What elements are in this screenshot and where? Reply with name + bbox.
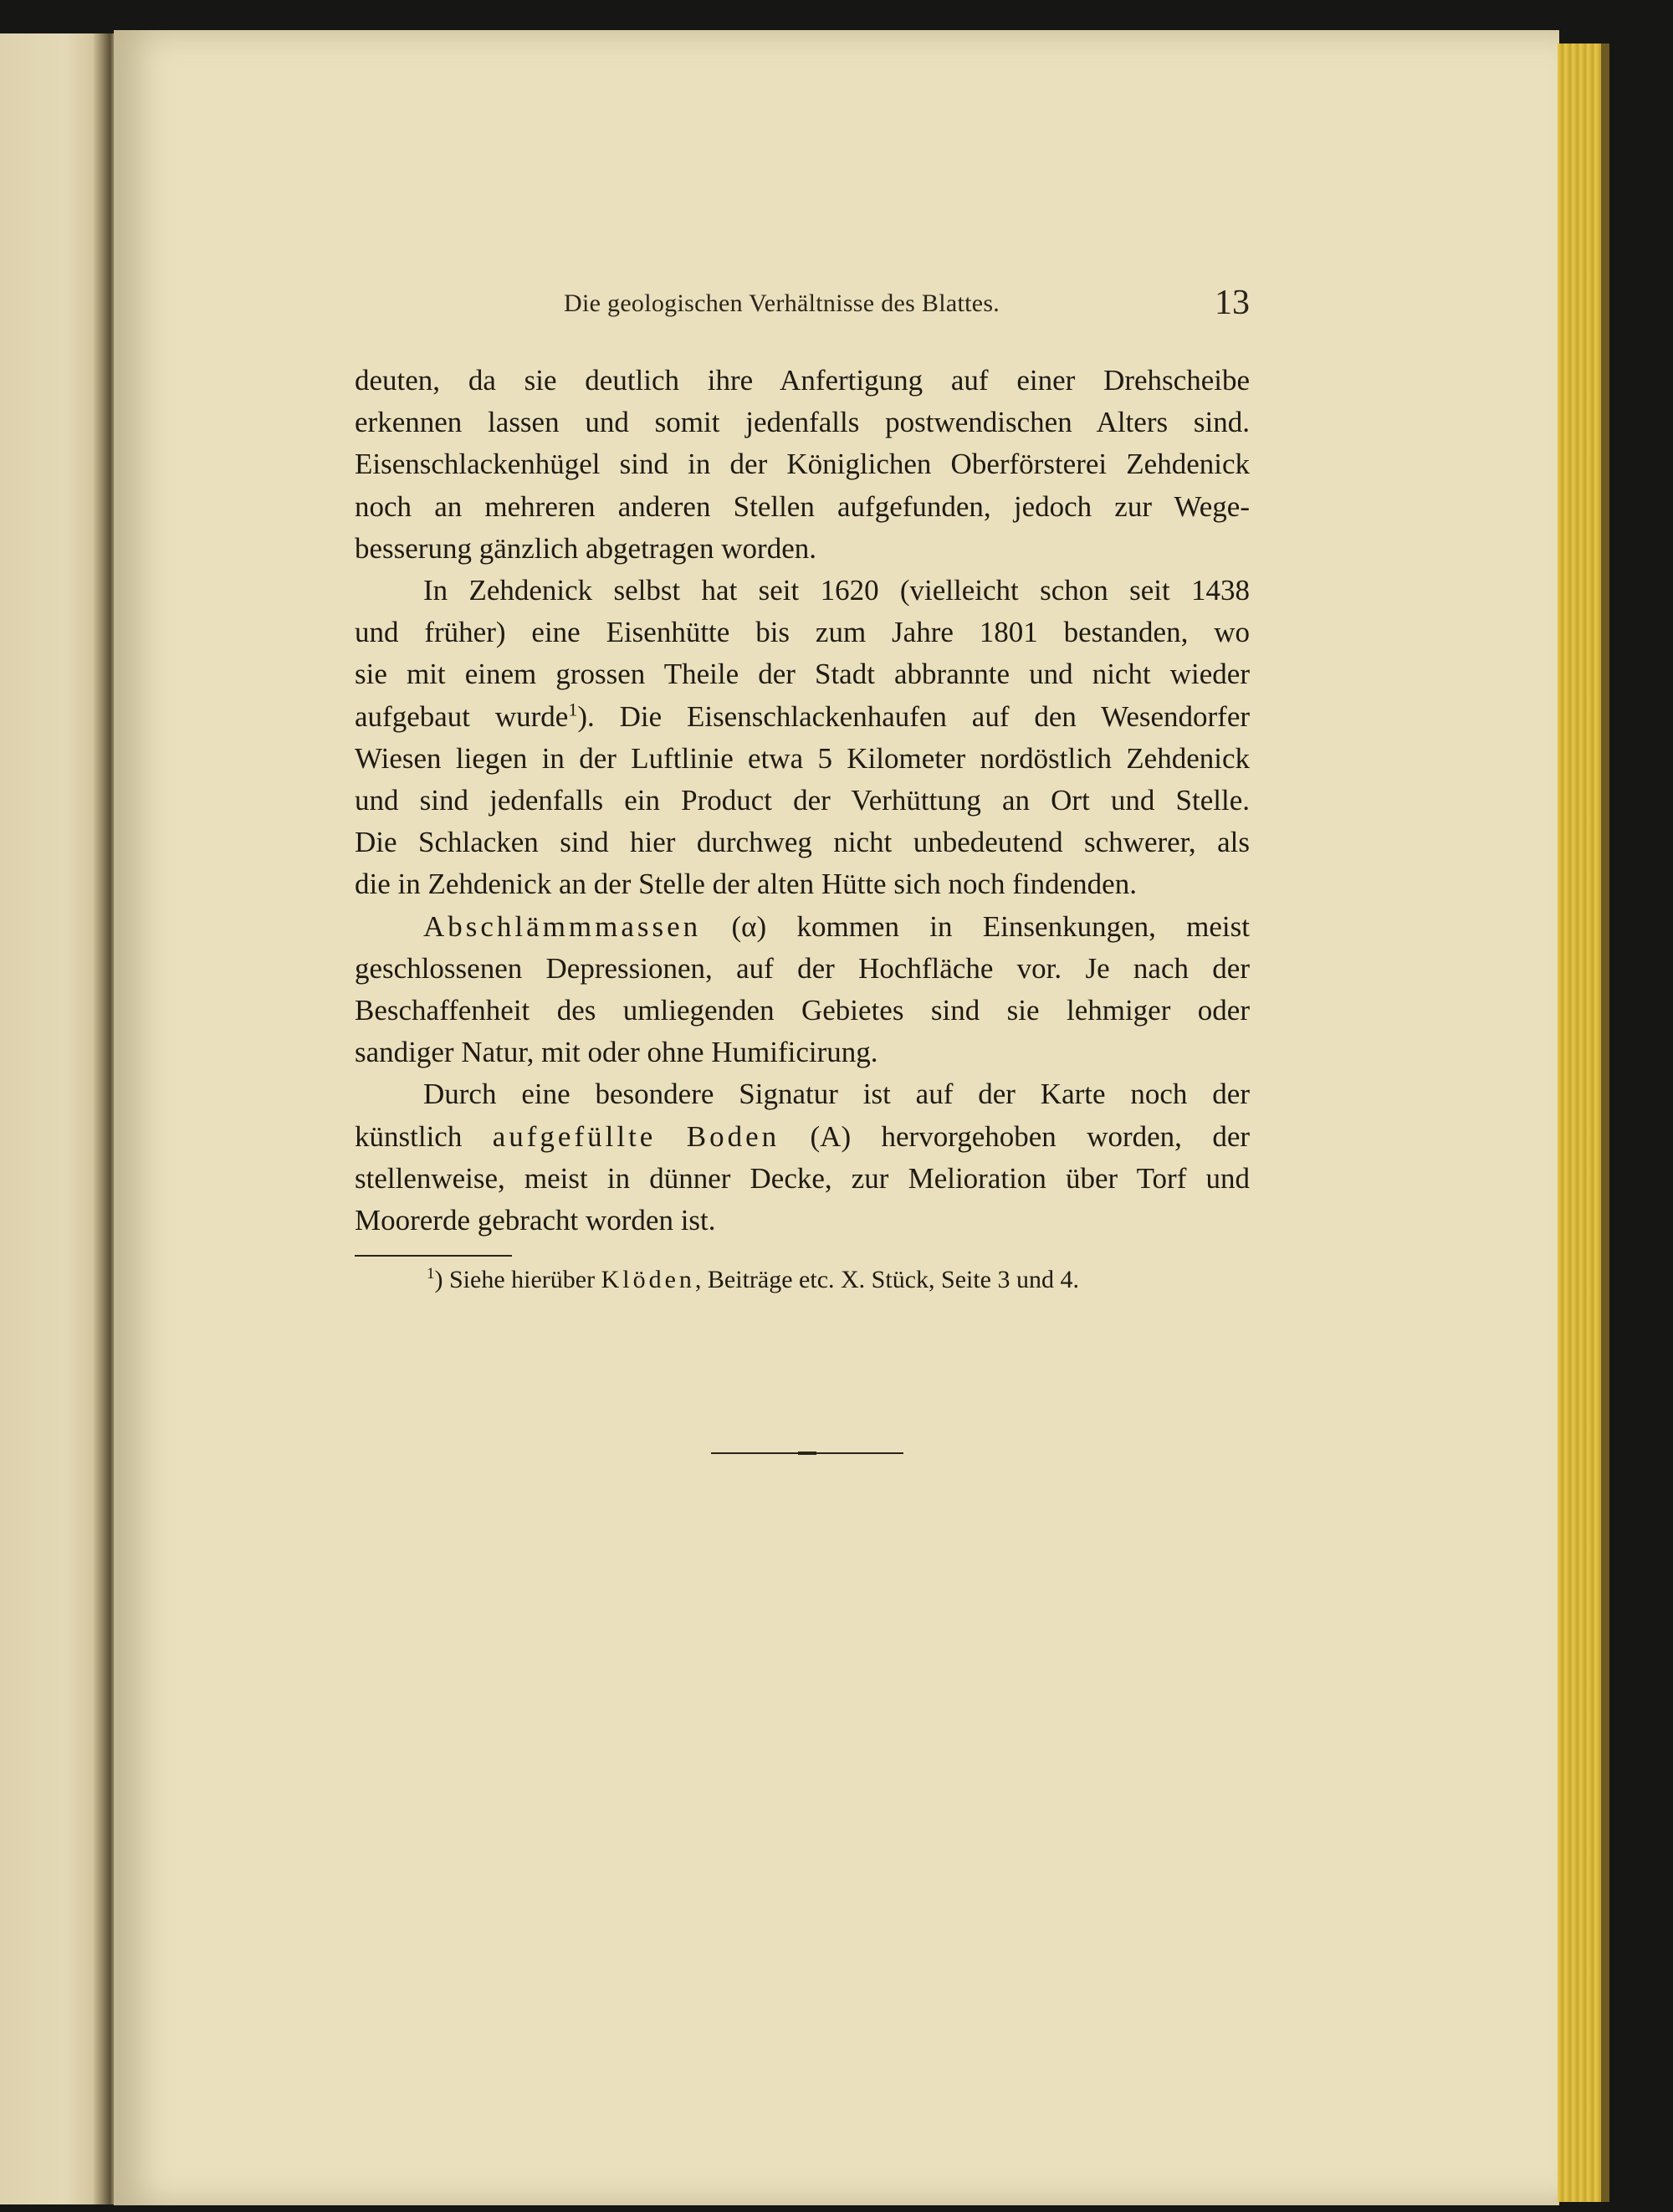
text-line: Die Schlacken sind hier durchweg nicht unbedeutend schwerer, als — [355, 826, 1250, 859]
text-line-with-spaced-term — [355, 1116, 1250, 1158]
text-segment: aufgebaut wurde — [355, 699, 569, 733]
spaced-term: aufgefüllte — [492, 1119, 657, 1153]
paragraph-3 — [355, 906, 1250, 1074]
spaced-term: Abschlämmmassen — [423, 909, 702, 943]
text-line: stellenweise, meist in dünner Decke, zur Melioration über Torf und — [355, 1161, 1250, 1195]
page-header — [355, 284, 1250, 331]
body-text — [355, 360, 1250, 1242]
text-line: die in Zehdenick an der Stelle der alten Hütte sich noch findenden. — [355, 868, 1137, 901]
paragraph-4 — [355, 1073, 1250, 1242]
footnote-marker: 1 — [568, 698, 578, 719]
facing-page-edge — [0, 33, 107, 2204]
text-segment: ). Die Eisenschlackenhaufen auf den Wesendorfer — [577, 699, 1251, 733]
text-segment: (A) hervorgehoben worden, der — [780, 1119, 1251, 1153]
paragraph-2 — [355, 570, 1250, 906]
text-line: In Zehdenick selbst hat seit 1620 (vielleicht schon seit 1438 — [423, 574, 1250, 607]
text-line: Eisenschlackenhügel sind in der Königlichen Oberförsterei Zehdenick — [355, 448, 1250, 481]
footnote-text: ) Siehe hierüber — [434, 1266, 601, 1293]
text-line-with-footnote — [355, 696, 1250, 738]
paragraph-1 — [355, 360, 1250, 570]
book-gutter — [94, 33, 115, 2204]
text-line: und sind jedenfalls ein Product der Verhüttung an Ort und Stelle. — [355, 784, 1250, 817]
text-line: Beschaffenheit des umliegenden Gebietes sind sie lehmiger oder — [355, 994, 1250, 1027]
text-line: sandiger Natur, mit oder ohne Humificirung. — [355, 1036, 878, 1069]
footnote-number: 1 — [427, 1265, 435, 1283]
text-line: besserung gänzlich abgetragen worden. — [355, 531, 817, 565]
text-line: Moorerde gebracht worden ist. — [355, 1204, 716, 1237]
running-title: Die geologischen Verhältnisse des Blattes. — [564, 289, 1000, 317]
page-block-shadow — [1601, 44, 1609, 2202]
page-number: 13 — [1215, 284, 1250, 322]
text-line: und früher) eine Eisenhütte bis zum Jahre 1801 bestanden, wo — [355, 616, 1250, 649]
text-line: Wiesen liegen in der Luftlinie etwa 5 Kilometer nordöstlich Zehdenick — [355, 741, 1250, 775]
text-line: geschlossenen Depressionen, auf der Hochfläche vor. Je nach der — [355, 951, 1250, 985]
text-segment: künstlich — [355, 1119, 493, 1153]
spaced-term: Boden — [686, 1119, 780, 1153]
footnote-divider — [355, 1255, 512, 1257]
text-line-with-spaced-term — [355, 906, 1250, 948]
text-line: Durch eine besondere Signatur ist auf der Karte noch der — [423, 1078, 1250, 1111]
footnote — [427, 1263, 1255, 1297]
text-line: sie mit einem grossen Theile der Stadt abbrannte und nicht wieder — [355, 658, 1250, 691]
section-end-rule — [711, 1452, 903, 1454]
footnote-text: , Beiträge etc. X. Stück, Seite 3 und 4. — [694, 1266, 1079, 1293]
text-segment: (α) kommen in Einsenkungen, meist — [701, 909, 1250, 943]
page-block-edge — [1558, 44, 1603, 2202]
footnote-author: Klöden — [601, 1266, 695, 1293]
text-line: deuten, da sie deutlich ihre Anfertigung auf einer Drehscheibe — [355, 364, 1250, 397]
text-line: erkennen lassen und somit jedenfalls postwendischen Alters sind. — [355, 406, 1250, 439]
text-line: noch an mehreren anderen Stellen aufgefunden, jedoch zur Wege- — [355, 489, 1250, 523]
